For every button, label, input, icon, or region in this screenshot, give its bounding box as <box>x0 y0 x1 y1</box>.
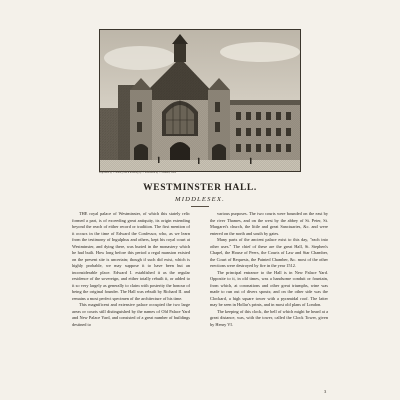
paragraph: Many parts of the ancient palace exist to this day, "each into other uses." The chief of these are the great Hall, St. Stephen's Chapel, the House of Peers, the Courts of Law and Star Chamber, the Court of Requests, the Painted Chamber, &c. most of the other erections were destroyed by fire in the year 1512. <box>210 237 328 268</box>
page-subtitle: MIDDLESEX. <box>175 196 225 203</box>
page-number: 3 <box>324 389 327 394</box>
paragraph: THE royal palace of Westminster, of which this stately relic formed a part, is of exceeding great antiquity, its origin extending beyond the reach of either record or tradition. The first mention of it occurs in the time of Edward the Confessor, who, as we learn from the testimony of Ingulphus and others, kept his royal court at Westminster, and dying there, was buried in the monastery which he had built. How long before this period a regal mansion existed on the present site is uncertain; though if such did exist, which is highly probable, we may suppose it to have been but an inconsiderable place. Edward I. established it as the regular residence of the sovereign, and either totally rebuilt it, or added to it so very largely as generally to claim with posterity the honour of being the original founder. The Hall was rebuilt by Richard II. and remains a most perfect specimen of the architecture of his time. <box>72 211 190 301</box>
westminster-hall-engraving <box>100 30 300 171</box>
title-rule <box>191 206 209 207</box>
paragraph: various purposes. The two courts were bounded on the east by the river Thames, and on the west by the abbey of St. Peter, St. Margaret's church, the little and great Sanctuaries, &c. and were entered on the north and south by gates. <box>210 211 328 236</box>
text-column-right <box>210 211 328 328</box>
paragraph: The keeping of this clock, the bell of which might be heard at a great distance, was, with the tower, called the Clock Tower, given by Henry VI. <box>210 308 328 327</box>
plate-caption: Engraved by J. Smith, from a drawing by ... Published by ... London, 1809 <box>99 171 176 174</box>
page-title: WESTMINSTER HALL. <box>143 183 257 193</box>
paragraph: The principal entrance to the Hall is in New Palace Yard. Opposite to it, in old times, was a handsome conduit or fountain, from which, at coronations and other great triumphs, wine was made to run out of divers spouts; and on the other side was the Clockard, a high square tower with a pyramidal roof. The latter may be seen in Hollar's prints, and in most old plans of London. <box>210 269 328 307</box>
engraving-plate <box>99 29 301 172</box>
paragraph: This magnificent and extensive palace occupied the two large areas or courts still distinguished by the names of Old Palace Yard and New Palace Yard, and consisted of a great number of buildings destined to <box>72 302 190 327</box>
text-column-left <box>72 211 190 328</box>
